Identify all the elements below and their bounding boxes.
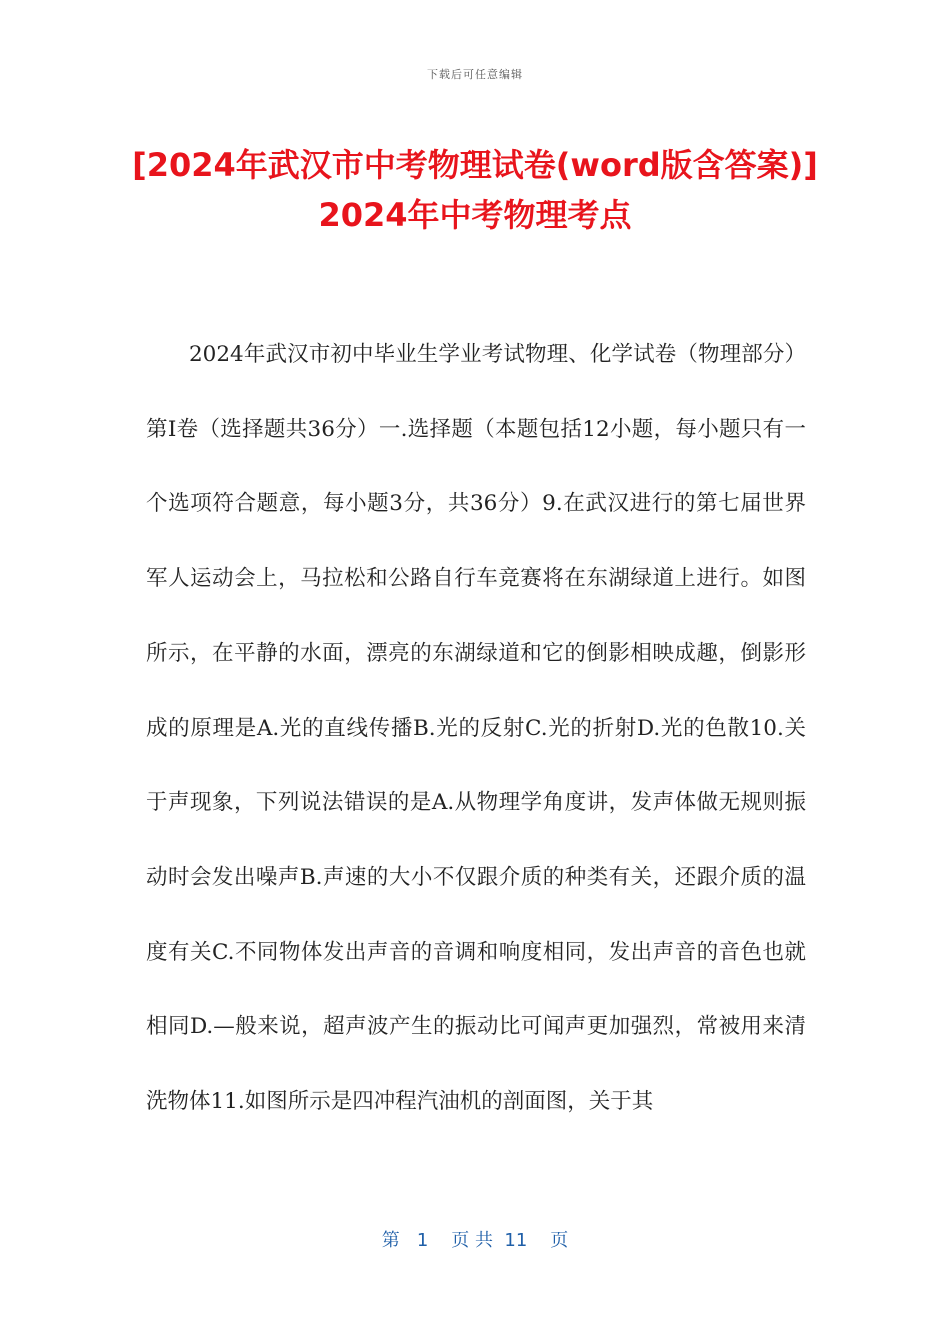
document-title: [2024年武汉市中考物理试卷(word版含答案)] 2024年中考物理考点 <box>132 146 818 234</box>
document-body: 2024年武汉市初中毕业生学业考试物理、化学试卷（物理部分）第Ⅰ卷（选择题共36分）一.选择题（本题包括12小题，每小题只有一个选项符合题意，每小题3分，共36分）9.在武汉进行的第七届世界军人运动会上，马拉松和公路自行车竞赛将在东湖绿道上进行。如图所示，在平静的水面，漂亮的东湖绿道和它的倒影相映成趣，倒影形成的原理是A.光的直线传播B.光的反射C.光的折射D.光的色散10.关于声现象，下列说法错误的是A.从物理学角度讲，发声体做无规则振动时会发出噪声B.声速的大小不仅跟介质的种类有关，还跟介质的温度有关C.不同物体发出声音的音调和响度相同，发出声音的音色也就相同D.—般来说，超声波产生的振动比可闻声更加强烈，常被用来清洗物体11.如图所示是四冲程汽油机的剖面图，关于其 <box>146 342 806 1115</box>
page-footer: 第 1 页 共 11 页 <box>381 1230 569 1251</box>
header-note: 下载后可任意编辑 <box>427 68 523 81</box>
